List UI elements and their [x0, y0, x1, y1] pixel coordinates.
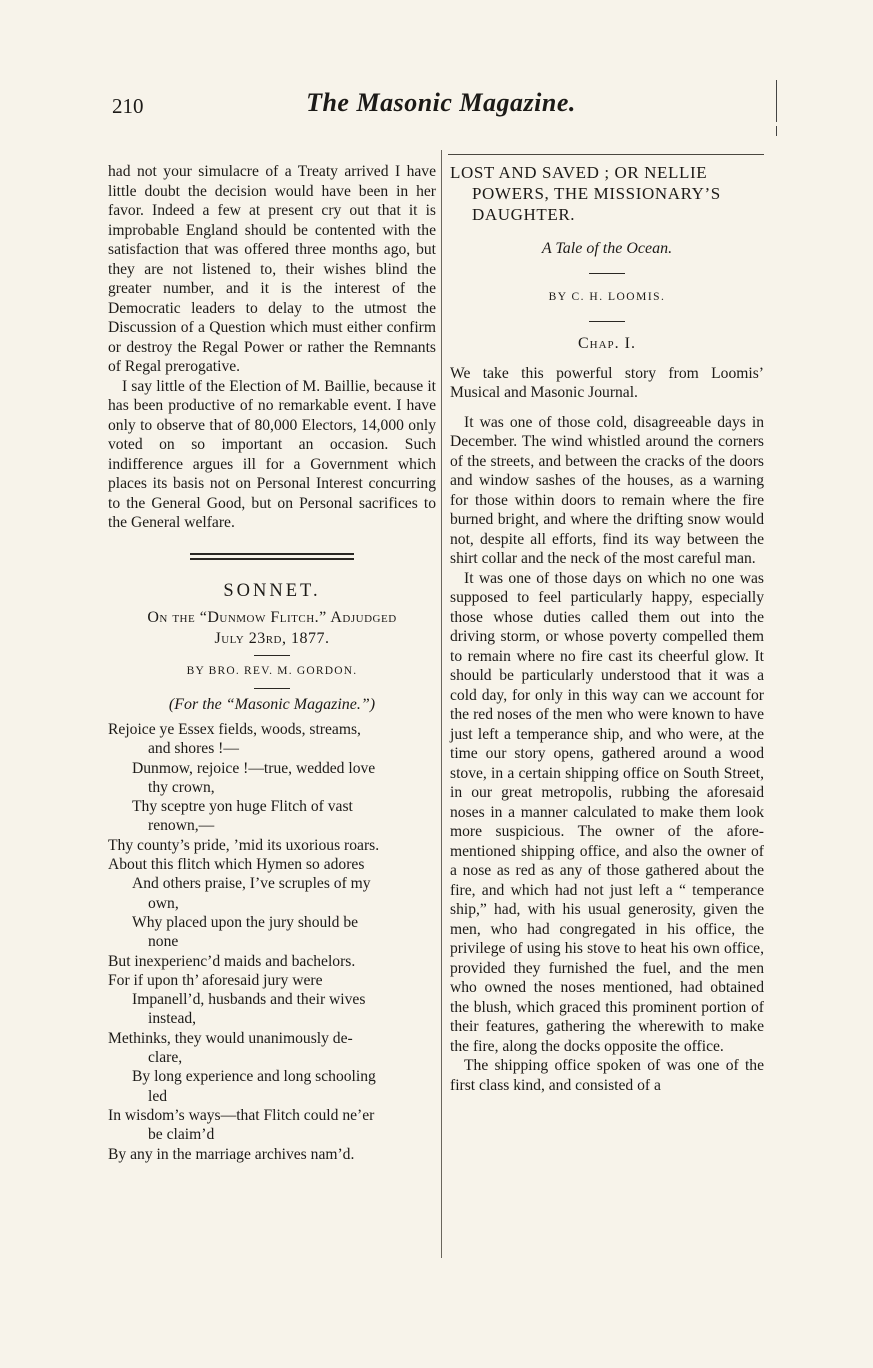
edge-mark-bottom	[776, 126, 777, 136]
right-column	[450, 162, 764, 1095]
verse-line: be claim’d	[148, 1126, 215, 1144]
section-divider	[190, 553, 354, 560]
verse-line: By long experience and long schooling	[132, 1068, 376, 1086]
verse-line: Methinks, they would unanimously de-	[108, 1029, 353, 1047]
tale-subtitle: A Tale of the Ocean.	[541, 240, 673, 257]
tale-byline: BY C. H. LOOMIS.	[548, 290, 666, 303]
verse-line: By any in the marriage archives nam’d.	[108, 1145, 355, 1163]
sonnet-subtitle-2: July 23rd, 1877.	[214, 630, 330, 647]
left-column	[108, 162, 436, 1164]
verse-line: own,	[148, 894, 179, 912]
page-number: 210	[112, 94, 144, 118]
right-column-top-rule	[448, 154, 764, 155]
verse-line: Impanell’d, husbands and their wives	[132, 991, 366, 1009]
verse-line: Thy county’s pride, ’mid its uxorious roars.	[108, 836, 380, 854]
verse-line: Rejoice ye Essex fields, woods, streams,	[108, 721, 361, 738]
verse-line: renown,—	[148, 817, 215, 835]
tale-title	[450, 162, 764, 225]
verse-line: Why placed upon the jury should be	[132, 913, 359, 931]
verse-line: But inexperienc’d maids and bachelors.	[108, 952, 356, 970]
verse-line: none	[148, 933, 179, 951]
verse-line: Dunmow, rejoice !—true, wedded love	[132, 759, 376, 777]
sonnet-subtitle-1: On the “Dunmow Flitch.” Adjudged	[147, 609, 397, 626]
sonnet-verse	[108, 720, 436, 1164]
verse-line: and shores !—	[148, 740, 239, 758]
tale-intro: We take this powerful story from Loomis’ Musical and Masonic Journal.	[450, 364, 764, 401]
verse-line: About this flitch which Hymen so adores	[108, 856, 365, 874]
verse-line: In wisdom’s ways—that Flitch could ne’er	[108, 1106, 375, 1124]
verse-line: thy crown,	[148, 778, 215, 796]
tale-paragraph-2: It was one of those days on which no one was supposed to feel particularly happy, especially those whose duties called them out into the driving storm, or whose poverty compelled them to remain where no fire cast its cheerful glow. It should be particularly understood that it was a cold day, for only in this way can we account for the red noses of the men who were known to have just left a temperance ship, and who were, at the time our story opens, gathered around a wood stove, in a certain shipping office on South Street, in our great metropolis, rubbing the aforesaid noses in a manner calculated to make them look more suspicious. The owner of the afore-mentioned shipping office, and also the owner of a nose as red as any of those gathered about the fire, and which had not just left a “ temperance ship,” had, with his usual generosity, given the men, who had congregated in his office, the privilege of using his stove to heat his own office, provided they furnished the fuel, and the men who owned the noses mentioned, had obtained the blush, which graced this prominent portion of their features, gathering the wherewith to make the fire, along the docks opposite the office.	[450, 569, 764, 1055]
verse-line: led	[148, 1087, 168, 1105]
verse-line: For if upon th’ aforesaid jury were	[108, 971, 323, 989]
column-divider	[441, 150, 442, 1258]
sonnet-byline: BY BRO. REV. M. GORDON.	[186, 665, 358, 677]
letter-paragraph-1: had not your simulacre of a Treaty arrived I have little doubt the decision would have been in her favor. Indeed a few at present cry out that it is improbable England should be contented with the satisfaction that was offered three months ago, but they are not listened to, their wishes blind the greater number, and it is the interest of the Democratic leaders to delay to the utmost the Discussion of a Question which must either confirm or destroy the Regal Power or rather the Remnants of Regal prerogative.	[108, 163, 436, 375]
tale-title-line-2: POWERS, THE MISSIONARY’S	[472, 184, 721, 203]
tale-title-line-1: LOST AND SAVED ; OR NELLIE	[450, 163, 708, 182]
edge-mark-top	[776, 80, 777, 122]
page-header	[110, 88, 772, 128]
verse-line: instead,	[148, 1010, 197, 1028]
running-title: The Masonic Magazine.	[306, 88, 576, 117]
tale-paragraph-3: The shipping office spoken of was one of the first class kind, and consisted of a	[450, 1057, 764, 1094]
verse-line: clare,	[148, 1049, 183, 1067]
tale-rule-2	[589, 321, 625, 322]
chapter-heading: Chap. I.	[577, 335, 636, 352]
tale-paragraph-1: It was one of those cold, disagreeable days in December. The wind whistled around the corners of the streets, and between the cracks of the doors and window sashes of the houses, as a warning for those within doors to remain where the fire burned bright, and where the drifting snow would not, despite all efforts, find its way between the shirt collar and the neck of the most careful man.	[450, 413, 764, 567]
sonnet-rule-1	[254, 655, 290, 656]
letter-paragraph-2: I say little of the Election of M. Baillie, because it has been productive of no remarkable event. I have only to observe that of 80,000 Electors, 14,000 only voted on so important an occasion. Such indifference argues ill for a Government which places its basis not on Personal Interest concurring to the General Good, but on Personal sacrifices to the General welfare.	[108, 377, 436, 531]
verse-line: Thy sceptre yon huge Flitch of vast	[132, 798, 353, 816]
verse-line: And others praise, I’ve scruples of my	[132, 875, 371, 893]
sonnet-note: (For the “Masonic Magazine.”)	[168, 695, 376, 713]
tale-title-line-3: DAUGHTER.	[472, 205, 576, 224]
sonnet-title: SONNET.	[223, 580, 321, 601]
tale-rule-1	[589, 273, 625, 274]
sonnet-rule-2	[254, 688, 290, 689]
